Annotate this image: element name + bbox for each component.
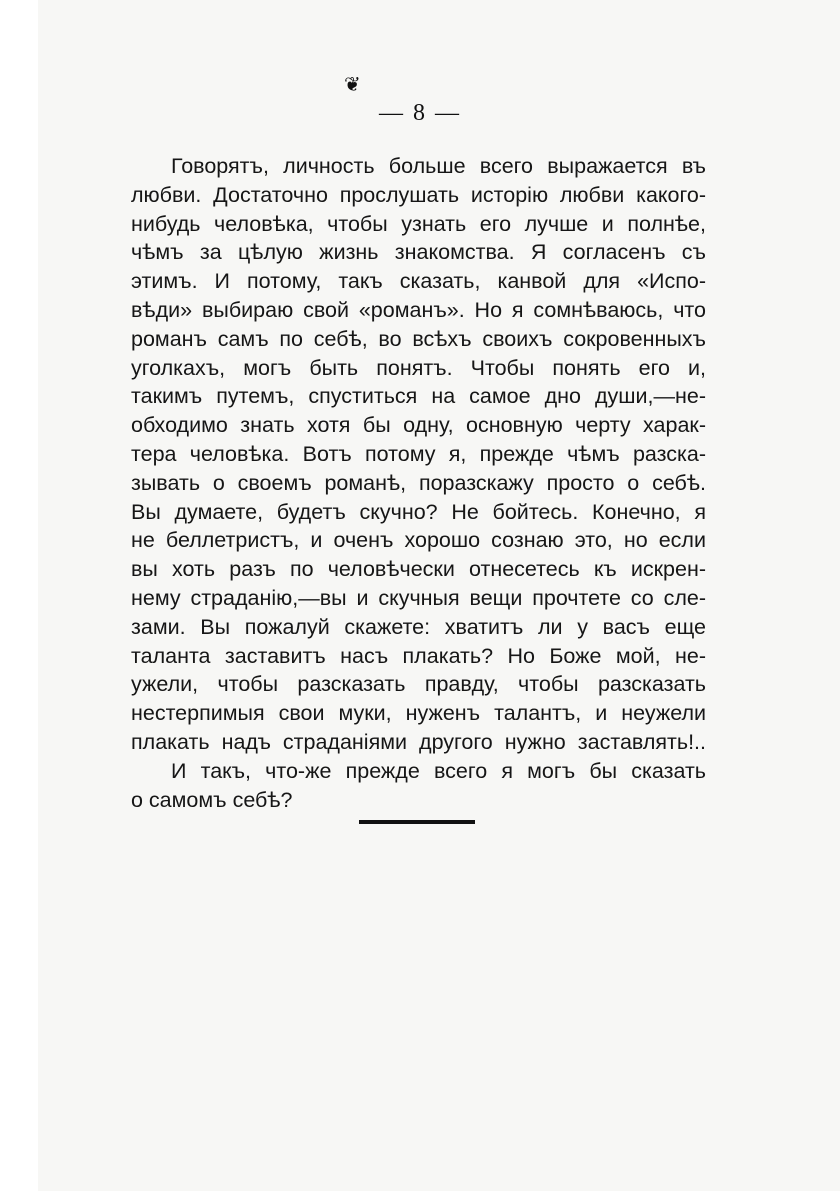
text-line: Говорятъ, личность больше всего выражается въ — [171, 154, 706, 178]
text-line: тера человѣка. Вотъ потому я, прежде чѣмъ разска- — [131, 441, 706, 466]
text-line: вы хоть разъ по человѣчески отнесетесь къ искрен- — [131, 557, 706, 582]
text-line: зами. Вы пожалуй скажете: хватитъ ли у васъ еще — [131, 614, 706, 639]
text-line: вѣди» выбираю свой «романъ». Но я сомнѣваюсь, что — [131, 297, 706, 322]
text-line: таланта заставитъ насъ плакать? Но Боже мой, не- — [131, 643, 706, 668]
text-line: Вы думаете, будетъ скучно? Не бойтесь. Конечно, я — [131, 499, 706, 524]
text-line: этимъ. И потому, такъ сказать, канвой для «Испо- — [131, 269, 706, 294]
text-line: зывать о своемъ романѣ, поразскажу просто о себѣ. — [131, 470, 706, 495]
text-line: ужели, чтобы разсказать правду, чтобы разсказать — [131, 672, 706, 697]
text-line: обходимо знать хотя бы одну, основную черту харак- — [131, 413, 706, 438]
text-line: такимъ путемъ, спуститься на самое дно души,—не- — [131, 384, 706, 409]
text-line: И такъ, что-же прежде всего я могъ бы сказать — [171, 758, 706, 783]
text-line: чѣмъ за цѣлую жизнь знакомства. Я согласенъ съ — [131, 240, 706, 265]
text-line: плакать надъ страданіями другого нужно заставлять!.. — [131, 729, 706, 754]
text-line: нибудь человѣка, чтобы узнать его лучше и полнѣе, — [131, 211, 706, 236]
text-line: нестерпимыя свои муки, нуженъ талантъ, и неужели — [131, 701, 706, 726]
text-line: о самомъ себѣ? — [131, 787, 293, 812]
text-line: уголкахъ, могъ быть понятъ. Чтобы понять его и, — [131, 355, 706, 380]
ornament-mark: ❦ — [344, 72, 361, 96]
text-line: нему страданію,—вы и скучныя вещи прочтете со сле- — [131, 585, 706, 610]
text-line: романъ самъ по себѣ, во всѣхъ своихъ сокровенныхъ — [131, 326, 706, 351]
page-number: — 8 — — [379, 100, 461, 126]
text-line: любви. Достаточно прослушать исторію любви какого- — [131, 182, 706, 207]
section-rule — [359, 820, 475, 824]
body-text — [131, 152, 706, 814]
text-line: не беллетристъ, и оченъ хорошо сознаю это, но если — [131, 528, 706, 553]
